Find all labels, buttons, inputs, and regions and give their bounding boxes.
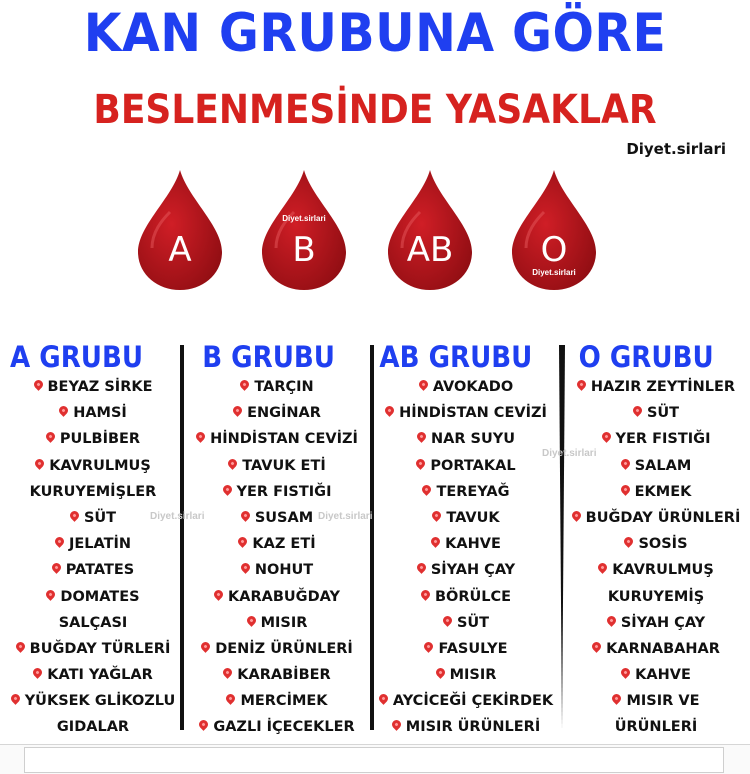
pushpin-icon	[596, 561, 609, 574]
pushpin-icon	[590, 640, 603, 653]
food-item	[10, 636, 176, 662]
column-heading: B GRUBU	[202, 340, 335, 374]
pushpin-icon	[32, 378, 45, 391]
food-item-label: HAZIR ZEYTİNLER	[590, 379, 736, 395]
food-item-label: AYCİCEĞİ ÇEKİRDEK	[392, 693, 554, 710]
food-item	[10, 688, 176, 714]
food-item	[186, 662, 368, 688]
food-item-label: DOMATES	[60, 588, 140, 605]
food-item	[10, 531, 176, 557]
pushpin-icon	[221, 666, 234, 679]
food-item-label: KATI YAĞLAR	[47, 667, 153, 684]
food-item	[566, 531, 746, 557]
food-item	[186, 400, 368, 426]
food-item-label: KURUYEMİŞ	[607, 588, 705, 605]
food-item-label: HİNDİSTAN CEVİZİ	[210, 431, 358, 448]
food-item	[10, 374, 176, 400]
food-item	[374, 662, 558, 688]
food-item-label: YER FISTIĞI	[615, 431, 711, 448]
food-item-label: BÖRÜLCE	[434, 588, 512, 605]
title-line-1: KAN GRUBUNA GÖRE	[83, 3, 667, 64]
pushpin-icon	[239, 509, 252, 522]
pushpin-icon	[415, 457, 428, 470]
food-item-label: NOHUT	[254, 562, 314, 579]
food-item	[374, 688, 558, 714]
drop-label: AB	[406, 230, 454, 270]
pushpin-icon	[605, 614, 618, 627]
pushpin-icon	[575, 378, 588, 391]
pushpin-icon	[194, 431, 207, 444]
food-item-label: HİNDİSTAN CEVİZİ	[399, 405, 547, 422]
food-item	[186, 374, 368, 400]
pushpin-icon	[226, 457, 239, 470]
drop-label: O	[540, 230, 568, 270]
food-item	[186, 714, 368, 740]
food-item	[374, 400, 558, 426]
pushpin-icon	[441, 614, 454, 627]
food-item-label: KAVRULMUŞ	[612, 562, 714, 579]
pushpin-icon	[50, 561, 63, 574]
pushpin-icon	[570, 509, 583, 522]
pushpin-icon	[415, 561, 428, 574]
pushpin-icon	[383, 404, 396, 417]
food-item	[374, 531, 558, 557]
pushpin-icon	[431, 509, 444, 522]
blood-drop-ab	[386, 168, 474, 292]
pushpin-icon	[9, 692, 22, 705]
comment-input-box[interactable]	[24, 747, 724, 773]
food-item	[374, 374, 558, 400]
food-item-label: SÜT	[456, 614, 490, 631]
food-item-label: SALAM	[634, 457, 692, 474]
pushpin-icon	[619, 457, 632, 470]
food-item-label: SALÇASI	[58, 614, 128, 631]
food-item	[186, 584, 368, 610]
food-item-label: MISIR ÜRÜNLERİ	[405, 719, 541, 736]
pushpin-icon	[239, 561, 252, 574]
pushpin-icon	[212, 588, 225, 601]
bottom-strip	[0, 744, 750, 774]
food-item	[186, 426, 368, 452]
food-item-label: GIDALAR	[56, 719, 130, 736]
food-item-label: TEREYAĞ	[436, 483, 510, 500]
food-item	[566, 505, 746, 531]
food-item-label: KARABUĞDAY	[228, 588, 340, 605]
food-item-label: BUĞDAY ÜRÜNLERİ	[585, 509, 741, 526]
food-item-label: NAR SUYU	[430, 431, 516, 448]
food-item	[186, 610, 368, 636]
food-item-label: MISIR	[449, 667, 497, 684]
food-item-label: SİYAH ÇAY	[620, 614, 706, 631]
pushpin-icon	[390, 719, 403, 732]
blood-drop-a	[136, 168, 224, 292]
food-item	[566, 688, 746, 714]
food-item-label: PATATES	[65, 562, 135, 579]
pushpin-icon	[57, 404, 70, 417]
food-item-label: SOSİS	[638, 536, 688, 553]
food-item	[10, 714, 176, 740]
food-item-label: BUĞDAY TÜRLERİ	[29, 640, 171, 657]
brand-watermark: Diyet.sirlari	[626, 140, 726, 158]
food-item	[186, 636, 368, 662]
food-item-label: EKMEK	[634, 483, 692, 500]
food-item	[566, 714, 746, 740]
food-item	[10, 584, 176, 610]
food-item	[566, 374, 746, 400]
food-item	[374, 636, 558, 662]
drop-watermark: Diyet.sirlari	[532, 268, 576, 277]
food-item	[10, 479, 176, 505]
food-item	[374, 453, 558, 479]
food-item	[374, 557, 558, 583]
drop-label: A	[168, 230, 192, 270]
column-heading: AB GRUBU	[379, 340, 533, 374]
pushpin-icon	[623, 535, 636, 548]
food-item	[566, 400, 746, 426]
pushpin-icon	[45, 588, 58, 601]
pushpin-icon	[44, 431, 57, 444]
pushpin-icon	[197, 719, 210, 732]
pushpin-icon	[53, 535, 66, 548]
food-item	[566, 636, 746, 662]
food-item-label: PULBİBER	[59, 431, 141, 448]
pushpin-icon	[199, 640, 212, 653]
pushpin-icon	[429, 535, 442, 548]
food-item	[374, 426, 558, 452]
column-ab-grubu	[374, 338, 558, 736]
food-item-label: BEYAZ SİRKE	[47, 379, 153, 395]
pushpin-icon	[631, 404, 644, 417]
pushpin-icon	[421, 483, 434, 496]
food-item-label: AVOKADO	[432, 379, 514, 395]
food-item-label: TARÇIN	[254, 379, 314, 395]
food-item-label: MERCİMEK	[240, 693, 328, 710]
title-line-2: BESLENMESİNDE YASAKLAR	[93, 87, 657, 133]
pushpin-icon	[415, 431, 428, 444]
food-item-label: TAVUK ETİ	[242, 457, 326, 474]
food-item	[186, 531, 368, 557]
food-item-label: GAZLI İÇECEKLER	[213, 719, 355, 736]
food-item-label: KAHVE	[635, 667, 691, 684]
food-item-label: PORTAKAL	[430, 457, 516, 474]
food-item	[186, 453, 368, 479]
faint-watermark: Diyet.sirlari	[150, 511, 205, 522]
food-item-label: YÜKSEK GLİKOZLU	[24, 693, 176, 710]
pushpin-icon	[423, 640, 436, 653]
pushpin-icon	[377, 692, 390, 705]
blood-drop-o	[510, 168, 598, 292]
food-list	[186, 374, 368, 741]
food-item	[566, 557, 746, 583]
column-heading: A GRUBU	[10, 340, 144, 374]
food-item-label: KAZ ETİ	[252, 536, 316, 553]
food-item-label: SUSAM	[254, 509, 314, 526]
pushpin-icon	[619, 666, 632, 679]
faint-watermark: Diyet.sirlari	[318, 511, 373, 522]
food-item-label: KURUYEMİŞLER	[29, 483, 157, 500]
food-item-label: MISIR VE	[626, 693, 700, 710]
food-item	[10, 557, 176, 583]
food-item	[10, 662, 176, 688]
food-item-label: MISIR	[260, 614, 308, 631]
food-item-label: KAVRULMUŞ	[49, 457, 151, 474]
food-item	[374, 610, 558, 636]
pushpin-icon	[33, 457, 46, 470]
pushpin-icon	[619, 483, 632, 496]
food-item	[566, 479, 746, 505]
food-list	[10, 374, 176, 741]
column-heading: O GRUBU	[578, 340, 714, 374]
column-a-grubu	[10, 338, 176, 736]
pushpin-icon	[14, 640, 27, 653]
pushpin-icon	[417, 378, 430, 391]
drop-label: B	[292, 230, 316, 270]
column-divider	[180, 345, 184, 730]
food-item	[186, 688, 368, 714]
food-item	[566, 662, 746, 688]
food-item	[566, 610, 746, 636]
food-item-label: SİYAH ÇAY	[430, 562, 516, 579]
column-divider	[559, 345, 565, 730]
food-item-label: KAHVE	[445, 536, 501, 553]
food-item	[10, 426, 176, 452]
pushpin-icon	[238, 378, 251, 391]
food-item-label: KARABİBER	[237, 667, 331, 684]
pushpin-icon	[31, 666, 44, 679]
food-item	[10, 400, 176, 426]
pushpin-icon	[231, 404, 244, 417]
faint-watermark: Diyet.sirlari	[542, 448, 597, 459]
food-item	[374, 714, 558, 740]
food-item-label: FASULYE	[438, 640, 508, 657]
food-list	[566, 374, 746, 741]
pushpin-icon	[225, 692, 238, 705]
food-item-label: TAVUK	[446, 509, 500, 526]
food-item-label: KARNABAHAR	[606, 640, 720, 657]
pushpin-icon	[600, 431, 613, 444]
pushpin-icon	[419, 588, 432, 601]
food-item	[10, 610, 176, 636]
blood-drop-b	[260, 168, 348, 292]
food-item-label: SÜT	[83, 509, 117, 526]
food-item	[566, 584, 746, 610]
food-item-label: JELATİN	[68, 536, 132, 553]
food-item-label: ÜRÜNLERİ	[614, 719, 698, 736]
pushpin-icon	[611, 692, 624, 705]
food-item	[10, 453, 176, 479]
food-item-label: DENİZ ÜRÜNLERİ	[215, 640, 353, 657]
pushpin-icon	[434, 666, 447, 679]
pushpin-icon	[245, 614, 258, 627]
food-item	[186, 479, 368, 505]
food-item	[186, 557, 368, 583]
food-item-label: SÜT	[646, 405, 680, 422]
food-item-label: HAMSİ	[73, 405, 127, 422]
food-item	[374, 584, 558, 610]
food-item-label: YER FISTIĞI	[236, 483, 332, 500]
drop-watermark: Diyet.sirlari	[282, 214, 326, 223]
food-item-label: ENGİNAR	[247, 405, 321, 422]
pushpin-icon	[237, 535, 250, 548]
pushpin-icon	[221, 483, 234, 496]
food-list	[374, 374, 558, 741]
food-item	[374, 505, 558, 531]
pushpin-icon	[68, 509, 81, 522]
food-item	[374, 479, 558, 505]
